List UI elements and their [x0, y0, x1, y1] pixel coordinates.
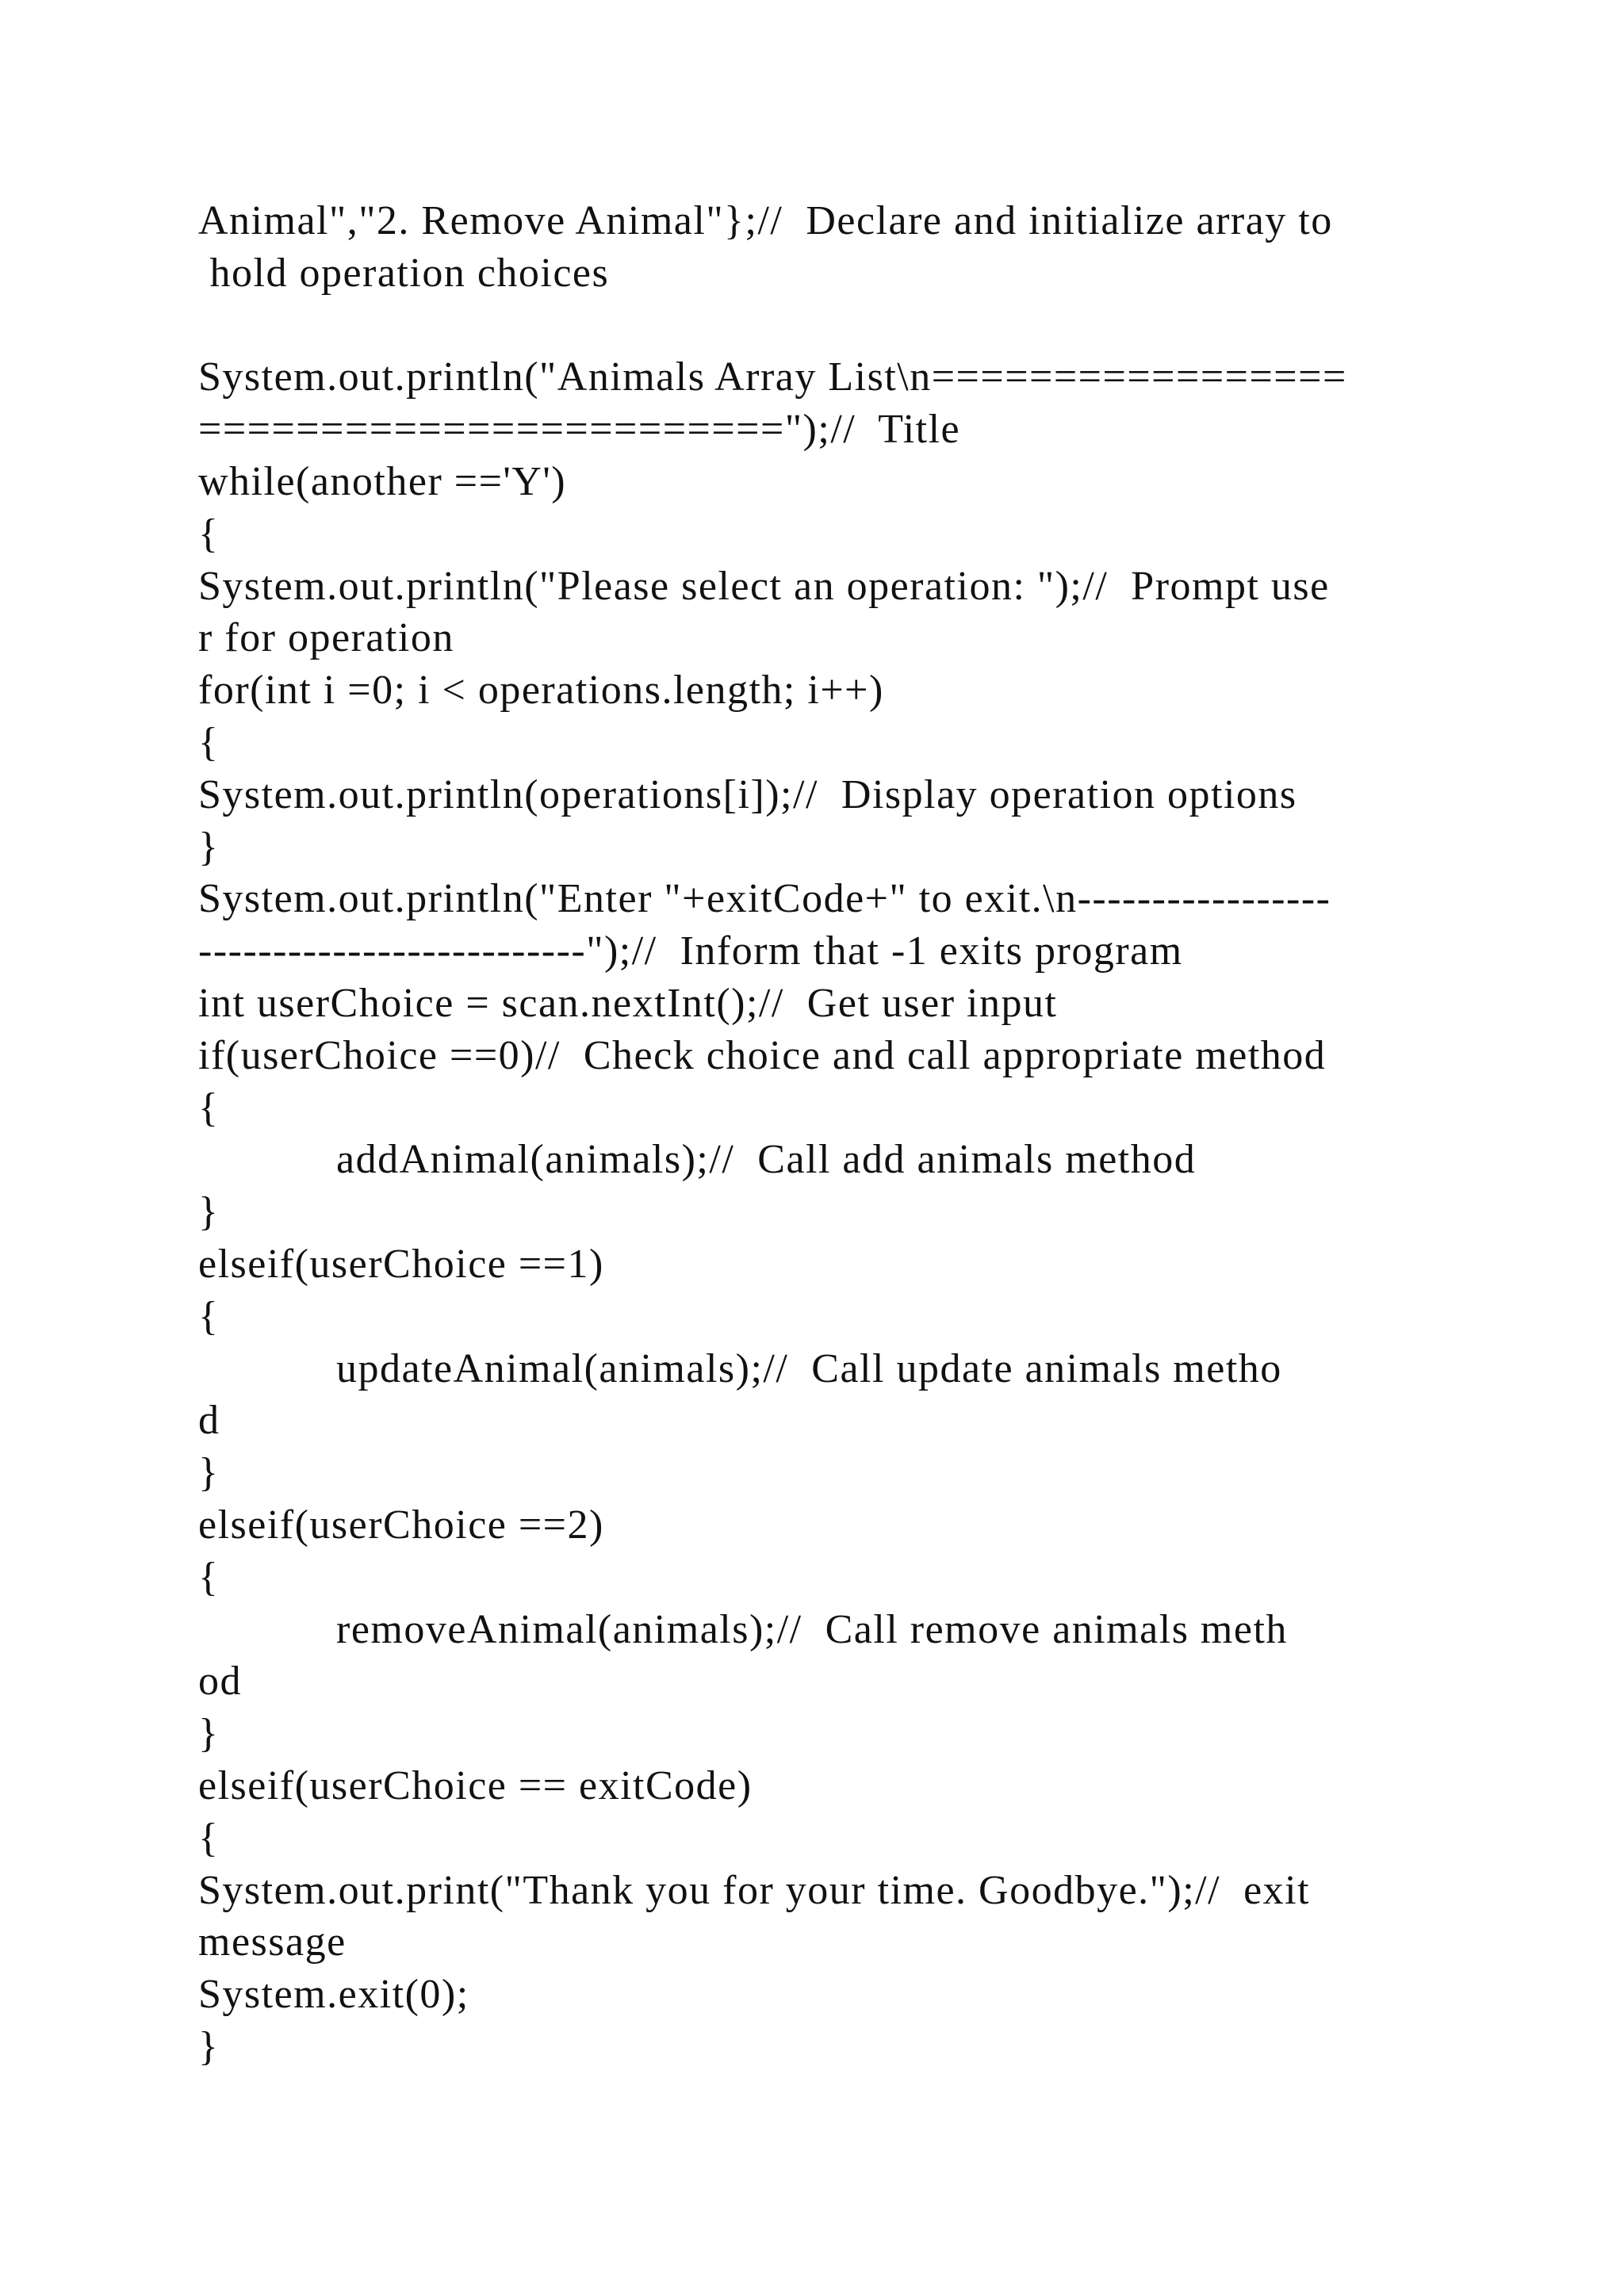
text-line: [198, 300, 1499, 352]
text-line: d: [198, 1398, 220, 1444]
text-line: elseif(userChoice == exitCode): [198, 1762, 753, 1808]
text-line: hold operation choices: [198, 250, 610, 296]
text-line: removeAnimal(animals);// Call remove animals meth: [198, 1606, 1288, 1652]
text-line: }: [198, 1450, 220, 1496]
text-line: elseif(userChoice ==2): [198, 1502, 604, 1548]
text-line: {: [198, 1815, 220, 1861]
text-line: {: [198, 1293, 220, 1339]
code-text-block: [198, 195, 1499, 2073]
text-line: {: [198, 511, 220, 557]
text-line: updateAnimal(animals);// Call update animals metho: [198, 1345, 1282, 1391]
text-line: if(userChoice ==0)// Check choice and call appropriate method: [198, 1032, 1327, 1078]
text-line: Animal","2. Remove Animal"};// Declare and initialize array to: [198, 198, 1333, 243]
text-line: while(another =='Y'): [198, 458, 567, 504]
text-line: {: [198, 1554, 220, 1600]
text-line: for(int i =0; i < operations.length; i++): [198, 668, 884, 714]
text-line: {: [198, 1085, 220, 1131]
text-line: System.out.println("Enter "+exitCode+" to exit.\n-----------------: [198, 876, 1331, 922]
text-line: od: [198, 1659, 242, 1705]
text-line: System.out.print("Thank you for your time. Goodbye.");// exit: [198, 1867, 1311, 1913]
text-line: elseif(userChoice ==1): [198, 1241, 604, 1287]
text-line: System.out.println("Animals Array List\n=================: [198, 354, 1347, 400]
text-line: }: [198, 1711, 220, 1757]
text-line: }: [198, 824, 220, 870]
text-line: {: [198, 719, 220, 765]
text-line: r for operation: [198, 615, 454, 661]
text-line: System.out.println("Please select an operation: ");// Prompt use: [198, 563, 1330, 609]
text-line: System.out.println(operations[i]);// Display operation options: [198, 771, 1297, 817]
text-line: message: [198, 1919, 347, 1965]
text-line: --------------------------");// Inform that -1 exits program: [198, 928, 1183, 974]
text-line: }: [198, 1189, 220, 1235]
text-line: ========================");// Title: [198, 407, 961, 453]
text-line: int userChoice = scan.nextInt();// Get user input: [198, 980, 1058, 1026]
text-line: System.exit(0);: [198, 1972, 469, 2018]
text-line: }: [198, 2023, 220, 2069]
text-line: addAnimal(animals);// Call add animals method: [198, 1137, 1197, 1183]
